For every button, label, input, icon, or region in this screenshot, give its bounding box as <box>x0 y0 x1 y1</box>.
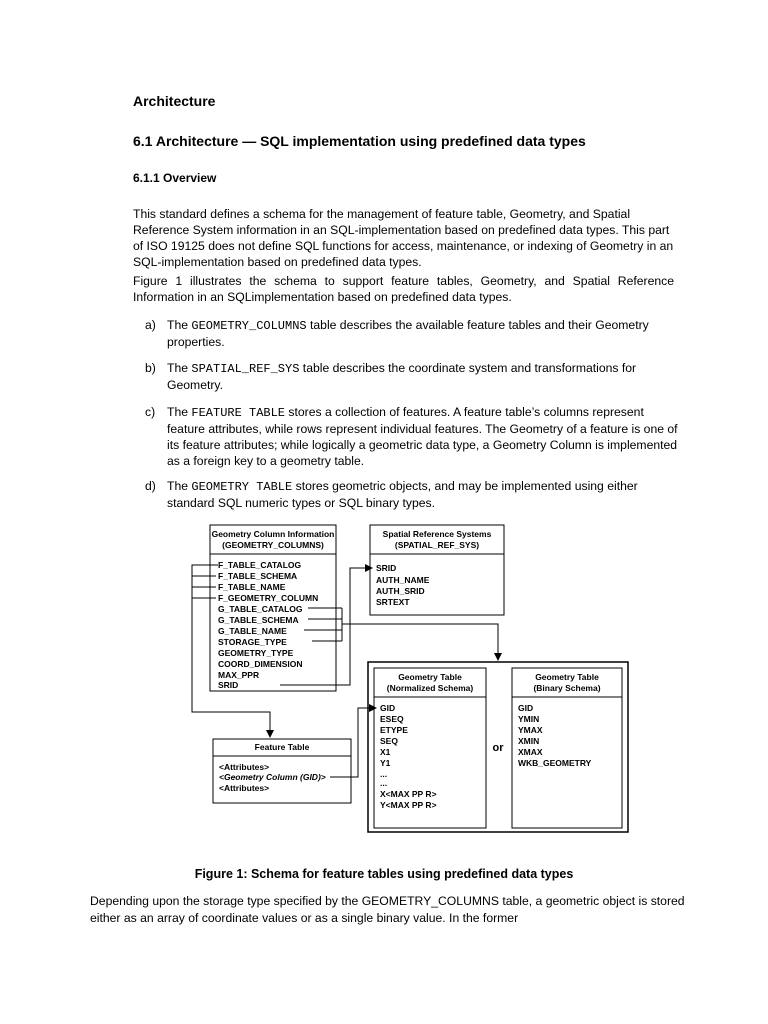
geometry-table-normalized <box>374 668 486 828</box>
field: Y1 <box>380 758 391 768</box>
continuation-paragraph: Depending upon the storage type specified by the GEOMETRY_COLUMNS table, a geometric object is stored either as an array of coordinate values or as a single binary value. In the former <box>90 894 685 925</box>
list-marker: c) <box>145 405 156 419</box>
geometry-columns-subtitle: (GEOMETRY_COLUMNS) <box>222 540 324 550</box>
code-term: GEOMETRY TABLE <box>191 480 293 494</box>
field: YMIN <box>518 714 540 724</box>
feature-table <box>213 739 351 803</box>
field: MAX_PPR <box>218 670 260 680</box>
field: ... <box>380 778 388 788</box>
code-term: SPATIAL_REF_SYS <box>191 362 300 376</box>
field: <Attributes> <box>219 783 270 793</box>
feature-table-title: Feature Table <box>254 742 310 752</box>
page-title: Architecture <box>133 93 216 109</box>
field: F_TABLE_NAME <box>218 582 286 592</box>
overview-paragraph: This standard defines a schema for the management of feature table, Geometry, and Spatial Reference System information in an SQL-implementation based on predefined data types. This part of ISO 19125 does not define SQL functions for access, maintenance, or indexing of Geometry in an SQL-implementation based on predefined data types. <box>133 207 674 269</box>
figure-caption: Figure 1: Schema for feature tables using predefined data types <box>194 867 574 881</box>
field: GEOMETRY_TYPE <box>218 648 294 658</box>
field: Y<MAX PP R> <box>380 800 437 810</box>
field: XMIN <box>518 736 540 746</box>
spatial-ref-subtitle: (SPATIAL_REF_SYS) <box>394 540 480 550</box>
field: ETYPE <box>380 725 408 735</box>
schema-diagram <box>180 520 640 850</box>
field: AUTH_NAME <box>376 575 430 585</box>
code-term: FEATURE TABLE <box>191 406 286 420</box>
field: X1 <box>380 747 391 757</box>
list-marker: d) <box>145 479 156 493</box>
field: STORAGE_TYPE <box>218 637 287 647</box>
field: WKB_GEOMETRY <box>518 758 592 768</box>
figure-intro-paragraph: Figure 1 illustrates the schema to support feature tables, Geometry, and Spatial Reference Information in an SQLimplementation based on predefined data types. <box>133 274 674 304</box>
field: X<MAX PP R> <box>380 789 437 799</box>
field: F_TABLE_CATALOG <box>218 560 302 570</box>
list-marker: b) <box>145 361 156 375</box>
or-label: or <box>492 742 504 754</box>
spatial-ref-sys-table <box>370 525 504 615</box>
code-term: GEOMETRY_COLUMNS <box>191 319 307 333</box>
field: SRTEXT <box>376 597 410 607</box>
field: G_TABLE_SCHEMA <box>218 615 299 625</box>
field: SRID <box>218 680 239 690</box>
binary-subtitle: (Binary Schema) <box>533 683 601 693</box>
field: SEQ <box>380 736 398 746</box>
binary-title: Geometry Table <box>535 672 599 682</box>
field: SRID <box>376 563 397 573</box>
field: ... <box>380 769 388 779</box>
field: G_TABLE_CATALOG <box>218 604 303 614</box>
field: GID <box>380 703 396 713</box>
field: COORD_DIMENSION <box>218 659 303 669</box>
field: G_TABLE_NAME <box>218 626 287 636</box>
field: <Geometry Column (GID)> <box>219 772 326 782</box>
field: <Attributes> <box>219 762 270 772</box>
geometry-columns-title: Geometry Column Information <box>211 529 335 539</box>
field: AUTH_SRID <box>376 586 425 596</box>
subsection-heading: 6.1.1 Overview <box>133 171 217 185</box>
section-heading: 6.1 Architecture — SQL implementation using predefined data types <box>133 133 586 149</box>
field: GID <box>518 703 534 713</box>
geometry-table-binary <box>512 668 622 828</box>
field: ESEQ <box>380 714 404 724</box>
normalized-subtitle: (Normalized Schema) <box>386 683 474 693</box>
field: F_GEOMETRY_COLUMN <box>218 593 319 603</box>
field: XMAX <box>518 747 543 757</box>
list-marker: a) <box>145 318 156 332</box>
field: YMAX <box>518 725 543 735</box>
normalized-title: Geometry Table <box>398 672 462 682</box>
field: F_TABLE_SCHEMA <box>218 571 298 581</box>
spatial-ref-title: Spatial Reference Systems <box>382 529 492 539</box>
